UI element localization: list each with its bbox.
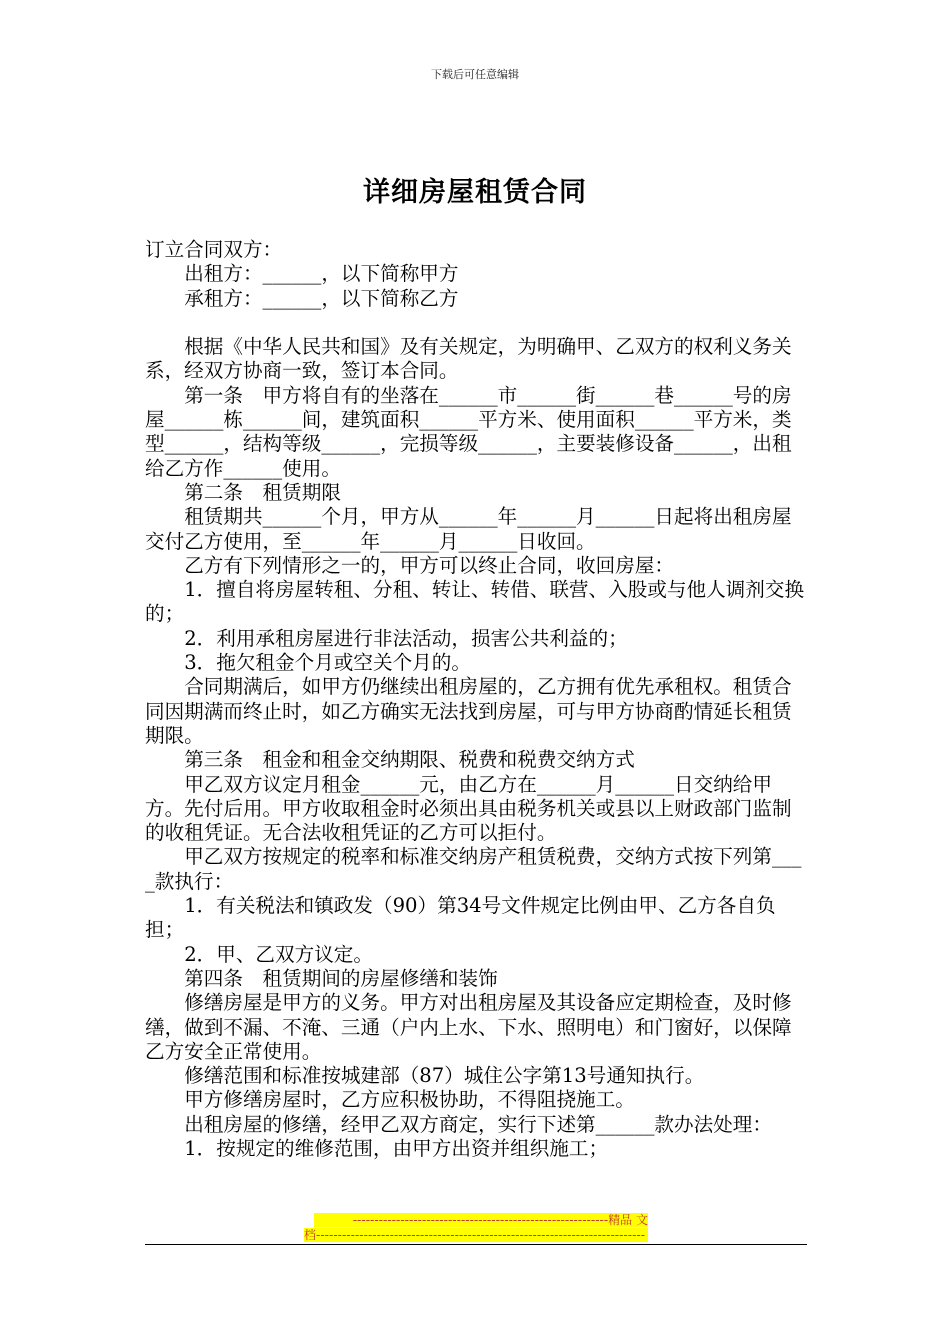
footer-divider xyxy=(145,1244,807,1245)
contract-paragraph: 第四条 租赁期间的房屋修缮和装饰 xyxy=(184,966,498,990)
contract-paragraph: 第一条 甲方将自有的坐落在______市______街______巷______号的房屋______栋______间，建筑面积______平方米、使用面积______平方米，类型______，结构等级______，完损等级______，主要装修设备______，出租给乙方作______使用。 xyxy=(145,383,792,480)
contract-paragraph: 出租方：______，以下简称甲方 xyxy=(184,262,459,286)
contract-paragraph: 承租方：______，以下简称乙方 xyxy=(184,286,459,310)
contract-paragraph: 1．擅自将房屋转租、分租、转让、转借、联营、入股或与他人调剂交换的； xyxy=(145,578,805,626)
contract-paragraph: 2．利用承租房屋进行非法活动，损害公共利益的； xyxy=(184,626,628,650)
footer-watermark-line-1: -----------------------------------------------------------精品 文 xyxy=(314,1213,648,1227)
contract-paragraph: 修缮范围和标准按城建部（87）城住公字第13号通知执行。 xyxy=(184,1064,705,1088)
footer-watermark-line-2: 档---------------------------------------------------------------------------- xyxy=(304,1228,648,1242)
contract-paragraph: 根据《中华人民共和国》及有关规定，为明确甲、乙双方的权利义务关系，经双方协商一致，签订本合同。 xyxy=(145,335,792,383)
contract-paragraph: 订立合同双方： xyxy=(145,238,283,261)
contract-paragraph: 1．按规定的维修范围，由甲方出资并组织施工； xyxy=(184,1136,609,1160)
contract-paragraph: 乙方有下列情形之一的，甲方可以终止合同，收回房屋： xyxy=(184,553,675,577)
contract-paragraph: 甲乙双方议定月租金______元，由乙方在______月______日交纳给甲方。先付后用。甲方收取租金时必须出具由税务机关或县以上财政部门监制的收租凭证。无合法收租凭证的乙方可以拒付。 xyxy=(145,772,792,845)
contract-paragraph: 第三条 租金和租金交纳期限、税费和税费交纳方式 xyxy=(184,748,635,772)
contract-paragraph: 1．有关税法和镇政发（90）第34号文件规定比例由甲、乙方各自负担； xyxy=(145,894,776,942)
contract-paragraph: 第二条 租赁期限 xyxy=(184,480,341,504)
page-header-note: 下载后可任意编辑 xyxy=(431,68,519,81)
contract-paragraph: 甲方修缮房屋时，乙方应积极协助，不得阻挠施工。 xyxy=(184,1088,635,1112)
contract-paragraph: 修缮房屋是甲方的义务。甲方对出租房屋及其设备应定期检查，及时修缮，做到不漏、不淹、三通（户内上水、下水、照明电）和门窗好，以保障乙方安全正常使用。 xyxy=(145,991,792,1063)
contract-paragraph: 租赁期共______个月，甲方从______年______月______日起将出租房屋交付乙方使用，至______年______月______日收回。 xyxy=(145,505,792,553)
contract-paragraph: 2．甲、乙双方议定。 xyxy=(184,942,373,966)
contract-paragraph: 合同期满后，如甲方仍继续出租房屋的，乙方拥有优先承租权。租赁合同因期满而终止时，如乙方确实无法找到房屋，可与甲方协商酌情延长租赁期限。 xyxy=(145,675,792,747)
contract-paragraph: 甲乙双方按规定的税率和标准交纳房产租赁税费，交纳方式按下列第____款执行： xyxy=(145,845,802,893)
contract-paragraph: 出租房屋的修缮，经甲乙双方商定，实行下述第______款办法处理： xyxy=(184,1112,772,1136)
blank-line xyxy=(145,311,809,335)
contract-paragraph: 3．拖欠租金个月或空关个月的。 xyxy=(184,651,471,675)
document-title: 详细房屋租赁合同 xyxy=(363,177,587,208)
contract-body xyxy=(145,238,809,1161)
